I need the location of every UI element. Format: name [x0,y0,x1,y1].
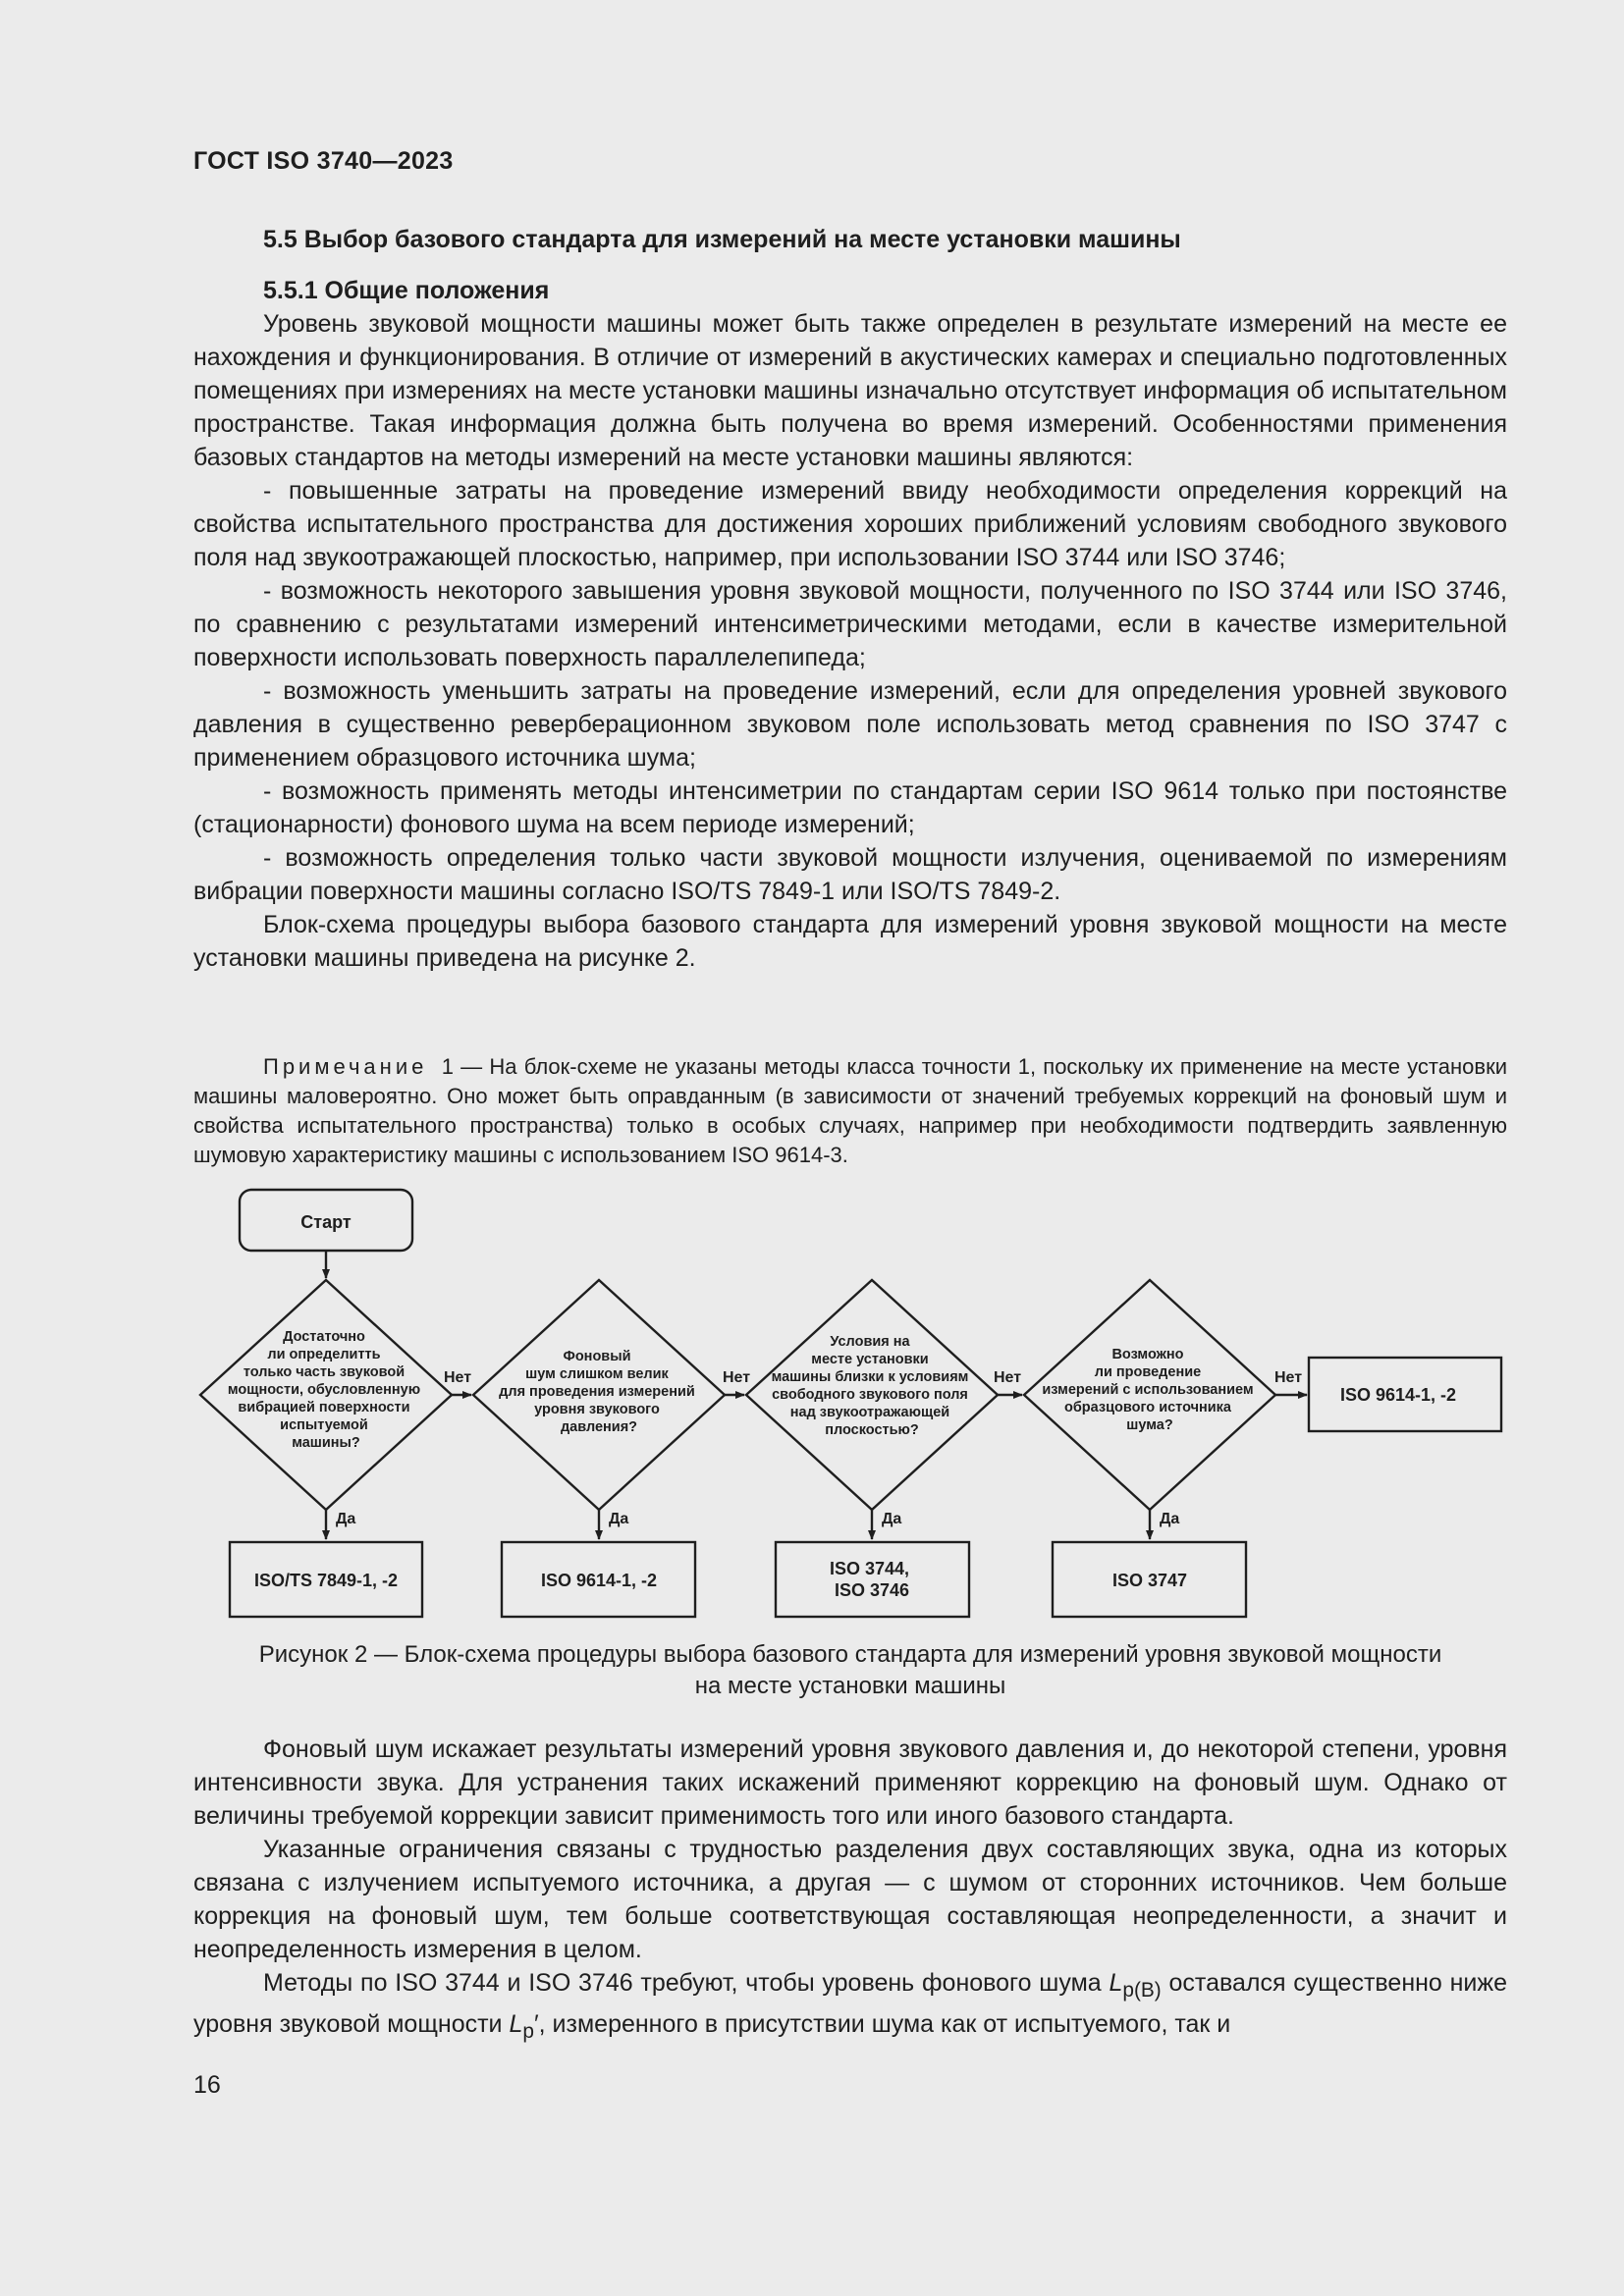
symbol-L: L [509,2010,523,2038]
decision-line: ли проведение [1094,1364,1202,1380]
decision-line: испытуемой [280,1417,368,1433]
paragraph: Фоновый шум искажает результаты измерений уровня звукового давления и, до некоторой степени, уровня интенсивности звука. Для устранения таких искажений применяют коррекцию на фоновый шум. Однако от величины требуемой коррекции зависит применимость того или иного базового стандарта. [193,1735,1507,1830]
yes-label: Да [1160,1511,1180,1527]
decision-line: Фоновый [563,1349,631,1364]
decision-line: над звукоотражающей [789,1405,950,1420]
body-text-top [193,307,1507,975]
decision-line: мощности, обусловленную [227,1382,421,1398]
yes-label: Да [882,1511,902,1527]
paragraph [193,1966,1507,2049]
result-label: ISO/TS 7849-1, -2 [253,1571,399,1590]
page-number: 16 [193,2071,221,2099]
paragraph: Блок-схема процедуры выбора базового стандарта для измерений уровня звуковой мощности на месте установки машины приведена на рисунке 2. [193,911,1507,972]
decision-text [499,1349,699,1435]
decision-line: для проведения измерений [499,1384,695,1400]
flowchart [0,1178,1624,1629]
paragraph: Уровень звуковой мощности машины может быть также определен в результате измерений на месте ее нахождения и функционирования. В отличие от измерений в акустических камерах и специально подготовленных помещениях при измерениях на месте установки машины изначально отсутствует информация об испытательном пространстве. Такая информация должна быть получена во время измерений. Особенностями применения базовых стандартов на методы измерений на месте установки машины являются: [193,310,1507,471]
decision-line: Возможно [1111,1347,1184,1362]
decision-line: Достаточно [283,1329,365,1345]
decision-line: ли определитть [267,1347,381,1362]
note [193,1052,1507,1170]
decision-line: шума? [1126,1417,1173,1433]
decision-text [228,1329,424,1451]
decision-line: шум слишком велик [525,1366,669,1382]
result-label: ISO 9614-1, -2 [1339,1385,1457,1405]
decision-line: свободного звукового поля [772,1387,968,1403]
list-item: - возможность определения только части звуковой мощности излучения, оцениваемой по измерениям вибрации поверхности машины согласно ISO/TS 7849-1 или ISO/TS 7849-2. [193,844,1507,905]
result-line: ISO 3744, [829,1559,910,1578]
decision-line: уровня звукового [534,1402,660,1417]
result-label [830,1559,914,1600]
document-header: ГОСТ ISO 3740—2023 [193,147,454,175]
decision-line: месте установки [811,1352,929,1367]
no-label: Нет [994,1369,1022,1386]
section-heading: 5.5 Выбор базового стандарта для измерений на месте установки машины [263,226,1181,253]
no-label: Нет [723,1369,751,1386]
decision-line: плоскостью? [825,1422,919,1438]
yes-label: Да [609,1511,629,1527]
symbol-subscript: p(B) [1122,1979,1162,2002]
body-text-bottom [193,1733,1507,2049]
paragraph: Указанные ограничения связаны с трудностью разделения двух составляющих звука, одна из которых связана с излучением испытуемого источника, а другая — с шумом от сторонних источников. Чем больше коррекция на фоновый шум, тем больше соответствующая составляющая неопределенности, а значит и неопределенность измерения в целом. [193,1836,1507,1963]
text-run: Методы по ISO 3744 и ISO 3746 требуют, чтобы уровень фонового шума [263,1969,1110,1997]
text-run: , измеренного в присутствии шума как от испытуемого, так и [538,2010,1231,2038]
text-run: оставался существенно ниже уровня звуковой мощности [193,1969,1508,2038]
result-line: ISO 3746 [834,1580,910,1600]
figure-caption [193,1639,1507,1702]
decision-line: образцового источника [1063,1400,1231,1415]
no-label: Нет [444,1369,472,1386]
result-label: ISO 9614-1, -2 [540,1571,658,1590]
caption-line: Рисунок 2 — Блок-схема процедуры выбора базового стандарта для измерений уровня звуковой мощности [258,1641,1442,1668]
result-box [776,1542,969,1617]
subsection-heading: 5.5.1 Общие положения [263,277,550,304]
decision-line: только часть звуковой [243,1364,406,1380]
list-item: - возможность уменьшить затраты на проведение измерений, если для определения уровней звукового давления в существенно реверберационном звуковом поле использовать метод сравнения по ISO 3747 с применением образцового источника шума; [193,677,1507,772]
decision-line: машины близки к условиям [771,1369,969,1385]
symbol-subscript: p [522,2020,534,2043]
note-label: Примечание [263,1054,428,1079]
decision-line: Условия на [830,1334,910,1350]
note-text: 1 — На блок-схеме не указаны методы класса точности 1, поскольку их применение на месте установки машины маловероятно. Оно может быть оправданным (в зависимости от значений требуемых коррекций на фоновый шум и свойства испытательного пространства) только в особых случаях, например при необходимости подтвердить заявленную шумовую характеристику машины с использованием ISO 9614-3. [193,1054,1507,1167]
caption-line: на месте установки машины [694,1673,1006,1699]
result-label: ISO 3747 [1111,1571,1188,1590]
no-label: Нет [1274,1369,1303,1386]
symbol-L: L [1109,1969,1123,1997]
decision-line: измерений с использованием [1042,1382,1254,1398]
decision-line: давления? [560,1419,638,1435]
symbol-prime: ′ [533,2010,539,2038]
yes-label: Да [336,1511,356,1527]
list-item: - повышенные затраты на проведение измерений ввиду необходимости определения коррекций на свойства испытательного пространства для достижения хороших приближений условиям свободного звукового поля над звукоотражающей плоскостью, например, при использовании ISO 3744 или ISO 3746; [193,477,1507,571]
start-label: Старт [300,1212,352,1232]
list-item: - возможность некоторого завышения уровня звуковой мощности, полученного по ISO 3744 или ISO 3746, по сравнению с результатами измерений интенсиметрическими методами, если в качестве измерительной поверхности использовать поверхность параллелепипеда; [193,577,1507,671]
decision-text [1042,1347,1257,1433]
decision-line: машины? [292,1435,360,1451]
decision-text [772,1334,973,1438]
list-item: - возможность применять методы интенсиметрии по стандартам серии ISO 9614 только при постоянстве (стационарности) фонового шума на всем периоде измерений; [193,777,1507,838]
decision-line: вибрацией поверхности [238,1400,410,1415]
